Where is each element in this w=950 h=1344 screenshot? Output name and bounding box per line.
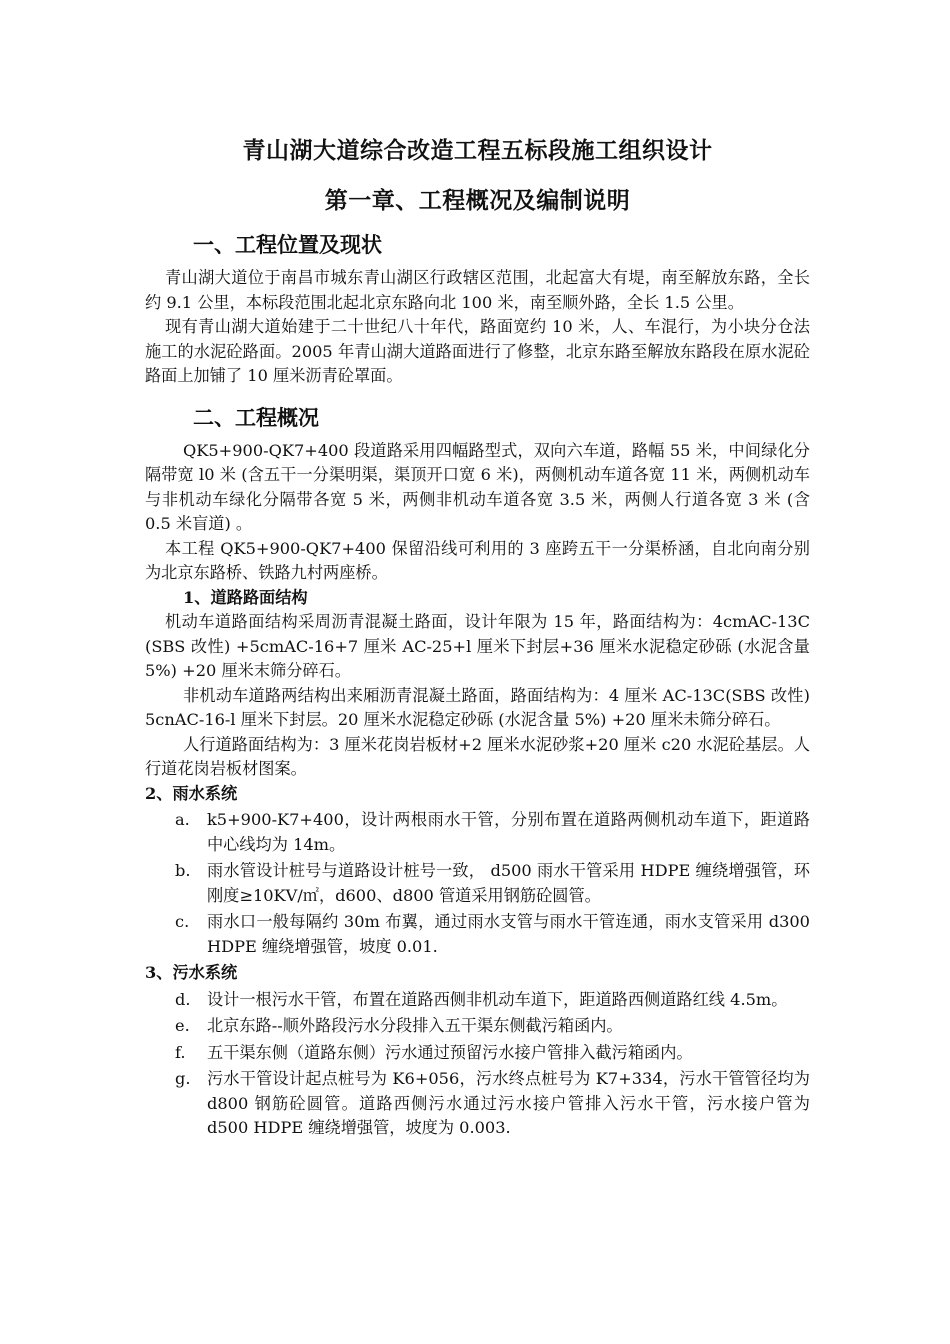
chapter-title: 第一章、工程概况及编制说明 (324, 187, 631, 214)
paragraph-bridges: 本工程 QK5+900-QK7+400 保留沿线可利用的 3 座跨五干一分渠桥涵，自北向南分别为北京东路桥、铁路九村两座桥。 (145, 538, 810, 582)
paragraph-sidewalk-structure: 人行道路面结构为：3 厘米花岗岩板材+2 厘米水泥砂浆+20 厘米 c20 水泥砼基层。人行道花岗岩板材图案。 (145, 734, 810, 778)
rainwater-list (145, 808, 810, 959)
subheading-road-structure: 1、道路路面结构 (183, 587, 308, 607)
list-item-text: 雨水口一般每隔约 30m 布翼，通过雨水支管与雨水干管连通，雨水支管采用 d300 HDPE 缠绕增强管，坡度 0.01. (207, 912, 810, 956)
list-item (145, 1067, 810, 1141)
list-item (145, 1041, 810, 1066)
list-item (145, 859, 810, 908)
list-item (145, 1014, 810, 1039)
document-title: 青山湖大道综合改造工程五标段施工组织设计 (242, 137, 713, 164)
list-item-text: 污水干管设计起点桩号为 K6+056，污水终点桩号为 K7+334，污水干管管径均为 d800 钢筋砼圆管。道路西侧污水通过污水接户管排入污水干管，污水接户管为 d500 HDPE 缠绕增强管，坡度为 0.003. (207, 1069, 810, 1137)
list-item-text: 雨水管设计桩号与道路设计桩号一致， d500 雨水干管采用 HDPE 缠绕增强管，环刚度≥10KV/㎡，d600、d800 管道采用钢筋砼圆管。 (207, 861, 810, 905)
section-heading-location: 一、工程位置及现状 (193, 233, 382, 257)
paragraph-non-motor-lane-structure: 非机动车道路两结构出来厢沥青混凝土路面，路面结构为：4 厘米 AC-13C(SBS 改性) 5cnAC-16-l 厘米下封层。20 厘米水泥稳定砂砾 (水泥含量 5%) +20 厘米未筛分碎石。 (145, 685, 810, 729)
section-heading-overview: 二、工程概况 (193, 405, 319, 430)
paragraph-current-status: 现有青山湖大道始建于二十世纪八十年代，路面宽约 10 米，人、车混行，为小块分仓法施工的水泥砼路面。2005 年青山湖大道路面进行了修整，北京东路至解放东路段在原水泥砼路面上加铺了 10 厘米沥青砼罩面。 (145, 317, 810, 385)
sewage-list (145, 988, 810, 1141)
list-marker: g. (175, 1069, 191, 1088)
list-item-text: 设计一根污水干管，布置在道路西侧非机动车道下，距道路西侧道路红线 4.5m。 (207, 989, 788, 1009)
subheading-rainwater-system: 2、雨水系统 (145, 783, 238, 803)
document-body (145, 132, 810, 1143)
paragraph-road-section: QK5+900-QK7+400 段道路采用四幅路型式，双向六车道，路幅 55 米，中间绿化分隔带宽 l0 米 (含五干一分渠明渠，渠顶开口宽 6 米)，两侧机动车道各宽 11 米，两侧机动车与非机动车绿化分隔带各宽 5 米，两侧非机动车道各宽 3.5 米，两侧人行道各宽 3 米 (含 0.5 米盲道) 。 (145, 440, 810, 533)
list-item (145, 808, 810, 857)
list-marker: c. (175, 912, 190, 931)
paragraph-motor-lane-structure: 机动车道路面结构采周沥青混凝土路面，设计年限为 15 年，路面结构为：4cmAC-13C (SBS 改性) +5cmAC-16+7 厘米 AC-25+l 厘米下封层+36 厘米水泥稳定砂砾 (水泥含量 5%) +20 厘米末筛分碎石。 (145, 612, 810, 680)
list-item (145, 910, 810, 959)
list-marker: b. (175, 861, 191, 880)
list-item (145, 988, 810, 1013)
list-marker: a. (175, 810, 190, 829)
paragraph-location: 青山湖大道位于南昌市城东青山湖区行政辖区范围，北起富大有堤，南至解放东路，全长约 9.1 公里，本标段范围北起北京东路向北 100 米，南至顺外路，全长 1.5 公里。 (145, 268, 810, 312)
list-item-text: 北京东路--顺外路段污水分段排入五干渠东侧截污箱函内。 (207, 1016, 623, 1035)
list-item-text: 五干渠东侧（道路东侧）污水通过预留污水接户管排入截污箱函内。 (207, 1042, 693, 1062)
subheading-sewage-system: 3、污水系统 (145, 963, 238, 982)
list-marker: f. (175, 1042, 186, 1062)
list-item-text: k5+900-K7+400，设计两根雨水干管，分别布置在道路两侧机动车道下，距道路中心线均为 14m。 (207, 810, 810, 854)
list-marker: e. (175, 1016, 190, 1035)
list-marker: d. (175, 989, 191, 1009)
